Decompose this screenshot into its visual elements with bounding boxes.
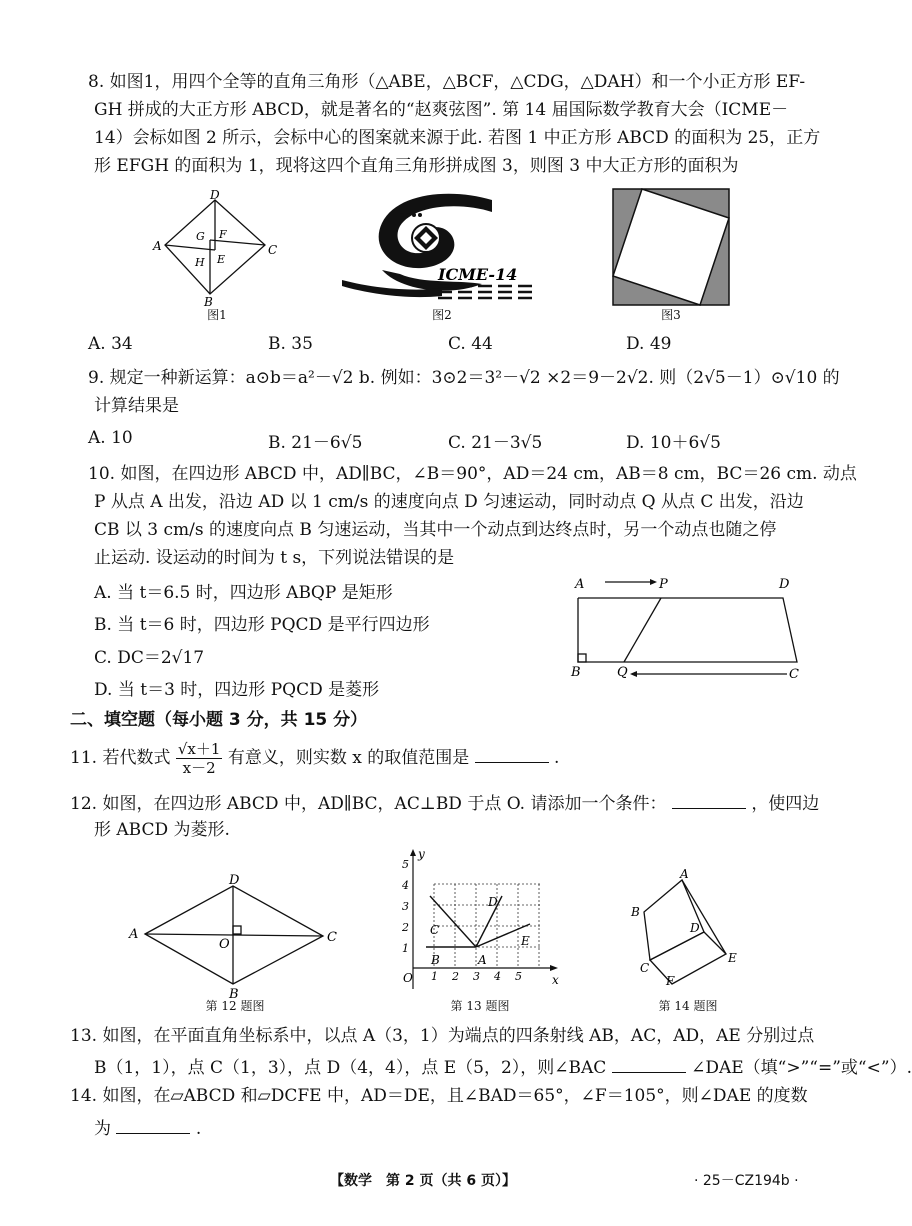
q10-option-a[interactable]: A. 当 t＝6.5 时，四边形 ABQP 是矩形 [94, 583, 393, 603]
q12-text-a: 12. 如图，在四边形 ABCD 中，AD∥BC，AC⊥BD 于点 O. 请添加一个条件： [70, 794, 667, 814]
q13-figure-grid [402, 848, 562, 994]
fig14-caption: 第 14 题图 [658, 999, 718, 1013]
q8-line-1: 8. 如图1，用四个全等的直角三角形（△ABE，△BCF，△CDG，△DAH）和一个小正方形 EF- [88, 72, 806, 92]
q8-option-d[interactable]: D. 49 [626, 334, 672, 354]
q12-answer-blank[interactable] [672, 792, 746, 809]
fig1-label-d: D [210, 188, 220, 202]
fig3-caption: 图3 [661, 308, 681, 322]
q13-rays [426, 896, 530, 947]
q13-y-tick-2: 2 [402, 921, 409, 934]
q11-fraction [176, 740, 223, 777]
q13-point-c: C [430, 923, 440, 937]
q8-figure-3 [612, 188, 730, 306]
q13-y-tick-5: 5 [402, 858, 409, 871]
q8-figure-1 [150, 188, 280, 320]
q10-figure-trapezoid [565, 574, 810, 684]
footer-page-info: 【数学 第 2 页（共 6 页）】 [330, 1173, 516, 1189]
fig14-label-a: A [680, 867, 689, 881]
fig14-label-e: E [728, 951, 737, 965]
q9-option-b[interactable]: B. 21－6√5 [268, 433, 363, 453]
q13-line-1: 13. 如图，在平面直角坐标系中，以点 A（3，1）为端点的四条射线 AB，AC，AD，AE 分别过点 [70, 1026, 815, 1046]
fig1-caption: 图1 [207, 308, 227, 322]
q14-figure-parallelograms [628, 867, 754, 988]
fig12-label-o: O [219, 937, 230, 952]
q10-line-2: P 从点 A 出发，沿边 AD 以 1 cm/s 的速度向点 D 匀速运动，同时动点 Q 从点 C 出发，沿边 [94, 492, 804, 512]
q13-point-b: B [431, 953, 440, 967]
q9-option-a[interactable]: A. 10 [88, 428, 133, 448]
q13-y-tick-3: 3 [402, 900, 409, 913]
q12-line-1 [70, 789, 819, 814]
fig14-label-f: F [666, 974, 675, 988]
fig1-label-f: F [219, 228, 227, 241]
fig14-label-b: B [631, 905, 640, 919]
q13-point-d: D [488, 895, 498, 909]
q13-y-axis-label: y [418, 847, 425, 861]
q8-figure-2-icme-logo [342, 188, 542, 304]
q9-line-2: 计算结果是 [94, 396, 179, 416]
q8-line-2: GH 拼成的大正方形 ABCD，就是著名的“赵爽弦图”. 第 14 届国际数学教育大会（ICME－ [94, 100, 789, 120]
q10-label-p: P [659, 577, 668, 592]
q10-line-4: 止运动. 设运动的时间为 t s，下列说法错误的是 [94, 548, 455, 568]
q10-label-a: A [575, 577, 585, 592]
q13-x-tick-5: 5 [515, 970, 522, 983]
fig13-caption: 第 13 题图 [450, 999, 510, 1013]
q14-line-1: 14. 如图，在▱ABCD 和▱DCFE 中，AD＝DE，且∠BAD＝65°，∠F＝105°，则∠DAE 的度数 [70, 1086, 808, 1106]
q13-y-tick-4: 4 [402, 879, 409, 892]
q10-line-1: 10. 如图，在四边形 ABCD 中，AD∥BC，∠B＝90°，AD＝24 cm，AB＝8 cm，BC＝26 cm. 动点 [88, 464, 857, 484]
q13-point-e: E [521, 934, 530, 948]
q11-end: . [554, 748, 560, 768]
q10-line-3: CB 以 3 cm/s 的速度向点 B 匀速运动，当其中一个动点到达终点时，另一个动点也随之停 [94, 520, 777, 540]
q13-x-tick-2: 2 [452, 970, 459, 983]
q10-label-q: Q [617, 665, 628, 680]
q10-option-d[interactable]: D. 当 t＝3 时，四边形 PQCD 是菱形 [94, 680, 380, 700]
q8-option-c[interactable]: C. 44 [448, 334, 493, 354]
q13-point-a: A [478, 953, 487, 967]
fig1-label-e: E [217, 253, 226, 266]
q13-text-b: ∠DAE（填“>”“=”或“<”）. [691, 1058, 912, 1078]
q12-figure-rhombus [125, 872, 345, 1002]
fig12-caption: 第 12 题图 [205, 999, 265, 1013]
q14-line-2 [94, 1114, 201, 1139]
q13-answer-blank[interactable] [612, 1056, 686, 1073]
fig1-label-c: C [268, 243, 278, 257]
fig2-caption: 图2 [432, 308, 452, 322]
fig12-label-c: C [327, 930, 337, 945]
q13-x-tick-3: 3 [473, 970, 480, 983]
q14-text-b: . [195, 1119, 202, 1139]
q11-suffix: 有意义，则实数 x 的取值范围是 [227, 748, 470, 768]
q13-text-a: B（1，1），点 C（1，3），点 D（4，4），点 E（5，2），则∠BAC [94, 1058, 607, 1078]
footer-code: · 25－CZ194b · [694, 1173, 799, 1189]
q13-line-2 [94, 1053, 912, 1078]
fig14-label-d: D [690, 921, 700, 935]
q9-option-d[interactable]: D. 10＋6√5 [626, 433, 721, 453]
q10-label-d: D [779, 577, 790, 592]
fig1-label-h: H [195, 256, 205, 269]
q12-text-b: ，使四边 [751, 794, 820, 814]
q13-y-tick-1: 1 [402, 942, 409, 955]
q12-line-2: 形 ABCD 为菱形. [94, 820, 230, 840]
q10-option-c[interactable]: C. DC＝2√17 [94, 648, 205, 668]
q14-answer-blank[interactable] [116, 1117, 190, 1134]
fig12-label-d: D [229, 873, 240, 888]
q9-option-c[interactable]: C. 21－3√5 [448, 433, 543, 453]
q14-text-a: 为 [94, 1119, 111, 1139]
q8-option-a[interactable]: A. 34 [88, 334, 133, 354]
q11-numerator: √x＋1 [177, 740, 221, 758]
fig1-label-b: B [204, 295, 213, 309]
fig1-label-g: G [196, 230, 205, 243]
q10-label-c: C [789, 667, 799, 682]
q11-prefix: 11. 若代数式 [70, 748, 171, 768]
q13-x-axis-label: x [552, 973, 559, 987]
fig14-label-c: C [640, 961, 650, 975]
q8-line-4: 形 EFGH 的面积为 1，现将这四个直角三角形拼成图 3，则图 3 中大正方形的面积为 [94, 156, 739, 176]
q11 [70, 740, 559, 777]
fig12-label-b: B [229, 987, 239, 1002]
q8-option-b[interactable]: B. 35 [268, 334, 313, 354]
fig1-label-a: A [153, 239, 162, 253]
section-2-title: 二、填空题（每小题 3 分，共 15 分） [70, 710, 368, 730]
fig12-label-a: A [129, 927, 139, 942]
q10-label-b: B [571, 665, 581, 680]
q11-denominator: x－2 [182, 759, 216, 777]
q10-option-b[interactable]: B. 当 t＝6 时，四边形 PQCD 是平行四边形 [94, 615, 430, 635]
q13-x-tick-4: 4 [494, 970, 501, 983]
q8-line-3: 14）会标如图 2 所示，会标中心的图案就来源于此. 若图 1 中正方形 ABCD 的面积为 25，正方 [94, 128, 821, 148]
logo-text: ICME-14 [438, 265, 518, 284]
q13-x-tick-1: 1 [431, 970, 438, 983]
q11-answer-blank[interactable] [475, 746, 549, 763]
q9-line-1: 9. 规定一种新运算：a⊙b＝a²－√2 b. 例如：3⊙2＝3²－√2 ×2＝9－2√2. 则（2√5－1）⊙√10 的 [88, 368, 840, 388]
q13-origin-label: O [403, 971, 413, 985]
